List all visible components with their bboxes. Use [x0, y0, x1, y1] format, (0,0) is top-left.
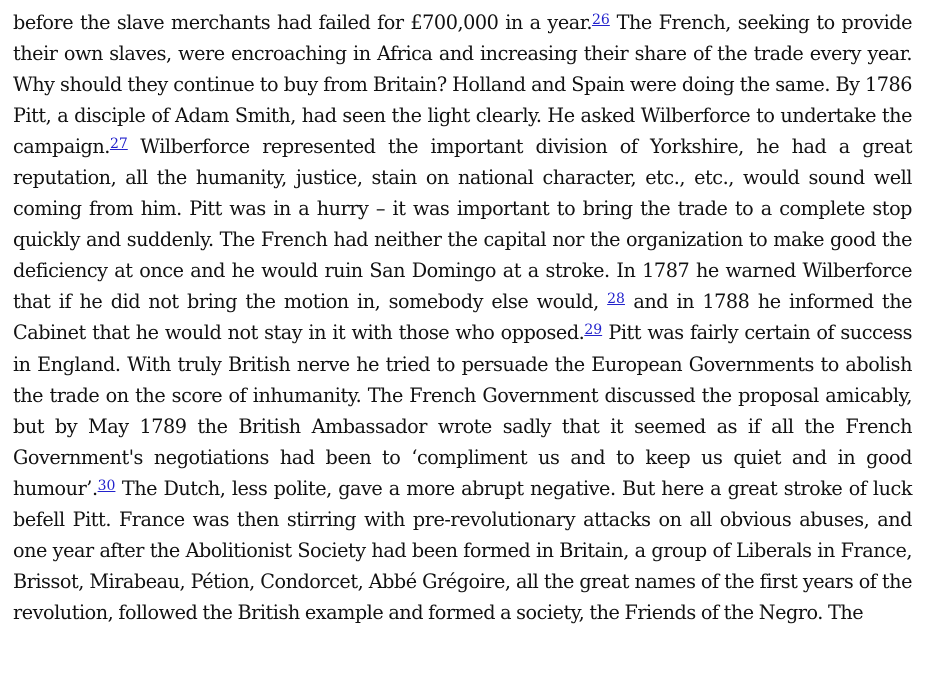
text-segment-2: The French, seeking to provide their own slaves, were encroaching in Africa and increasing their share of the trade every year. Why should they continue to buy from Britain? Holland and Spain were doing the same. By 1786 Pitt, a disciple of Adam Smith, had seen the light clearly. He asked Wilberforce to undertake the campaign. — [13, 11, 912, 159]
footnote-link-27[interactable]: 27 — [109, 136, 128, 153]
text-segment-6: The Dutch, less polite, gave a more abrupt negative. But here a great stroke of luck befell Pitt. France was then stirring with pre-revolutionary attacks on all obvious abuses, and one year after the Abolitionist Society had been formed in Britain, a group of Liberals in France, Brissot, Mirabeau, Pétion, Condorcet, Abbé Grégoire, all the great names of the first years of the revolution, followed the British example and formed a society, the Friends of the Negro. The — [13, 476, 912, 624]
text-segment-5: Pitt was fairly certain of success in England. With truly British nerve he tried to persuade the European Governments to abolish the trade on the score of inhumanity. The French Government discussed the proposal amicably, but by May 1789 the British Ambassador wrote sadly that it seemed as if all the French Government's negotiations had been to ‘compliment us and to keep us quiet and in good humour’. — [13, 321, 912, 500]
text-segment-1: before the slave merchants had failed for £700,000 in a year. — [13, 11, 592, 34]
text-segment-3: Wilberforce represented the important division of Yorkshire, he had a great reputation, all the humanity, justice, stain on national character, etc., etc., would sound well coming from him. Pitt was in a hurry – it was important to bring the trade to a complete stop quickly and suddenly. The French had neither the capital nor the organization to make good the deficiency at once and he would ruin San Domingo at a stroke. In 1787 he warned Wilberforce that if he did not bring the motion in, somebody else would, — [13, 135, 912, 314]
footnote-link-30[interactable]: 30 — [97, 477, 116, 494]
footnote-link-28[interactable]: 28 — [607, 291, 625, 308]
footnote-link-26[interactable]: 26 — [591, 12, 610, 28]
body-paragraph — [13, 7, 912, 628]
text-segment-4: and in 1788 he informed the Cabinet that he would not stay in it with those who opposed. — [13, 290, 913, 345]
footnote-link-29[interactable]: 29 — [584, 322, 603, 339]
